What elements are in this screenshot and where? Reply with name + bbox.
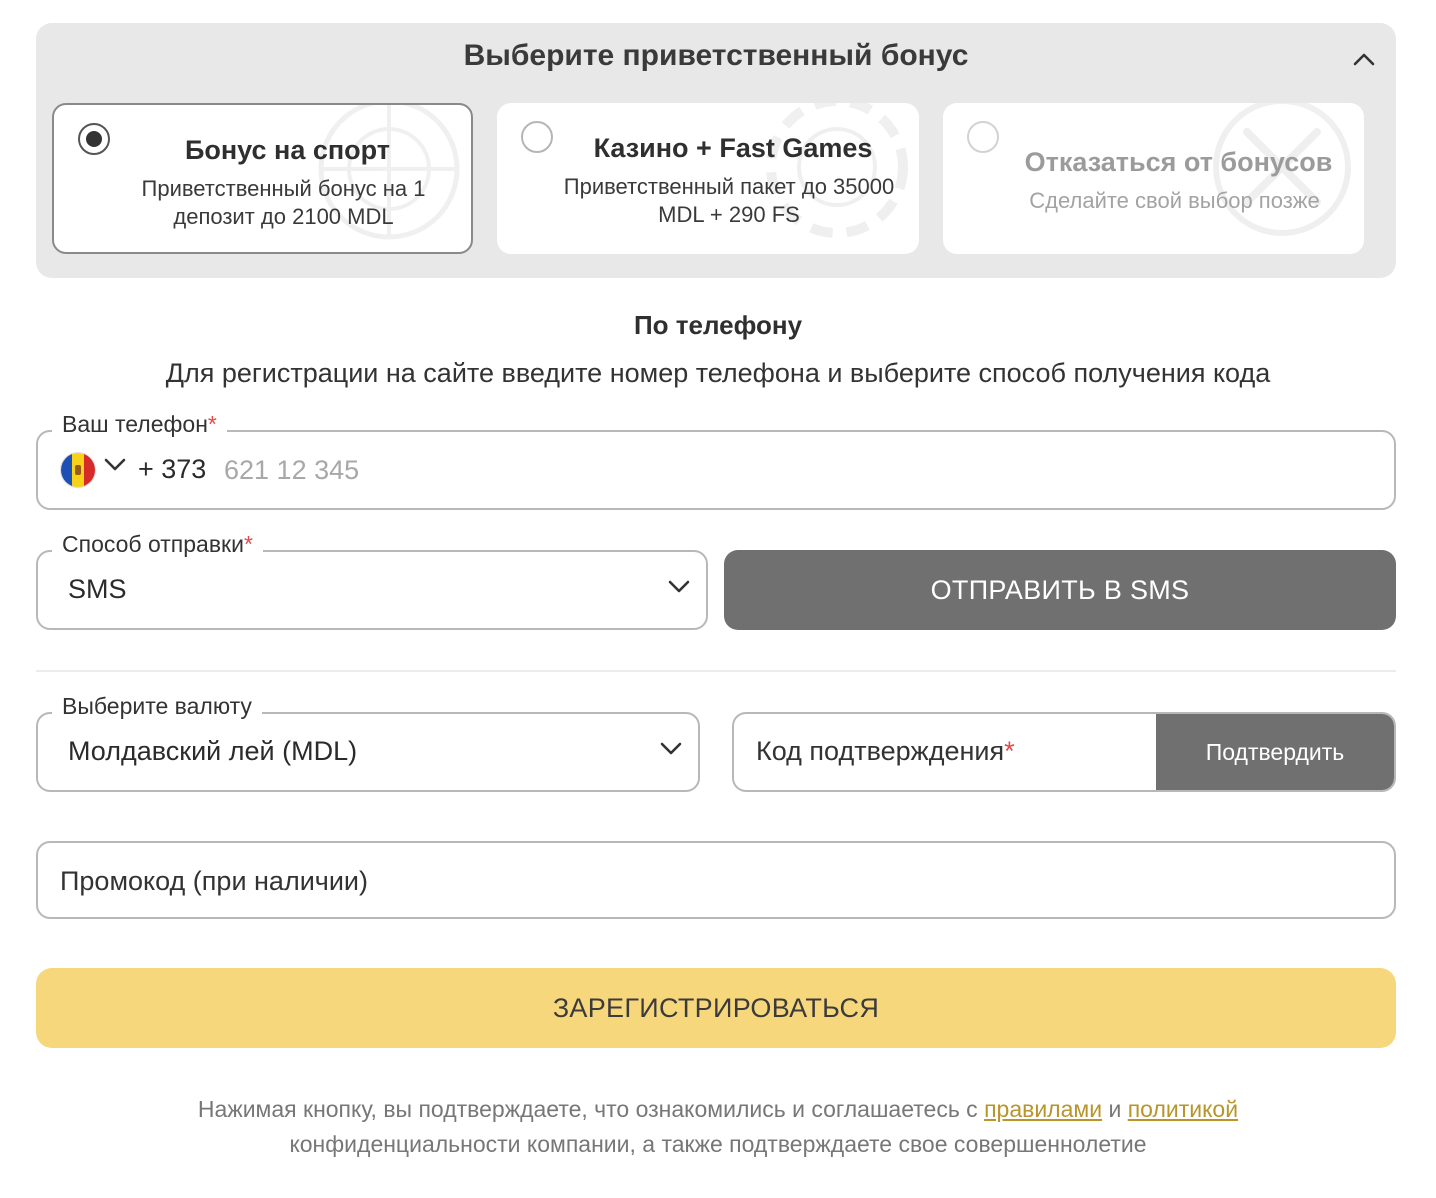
phone-field bbox=[36, 411, 1396, 510]
send-method-value: SMS bbox=[68, 574, 127, 604]
divider bbox=[36, 670, 1396, 672]
bonus-card-title: Отказаться от бонусов bbox=[1024, 147, 1333, 177]
chevron-down-icon bbox=[668, 580, 690, 594]
country-code: + 373 bbox=[138, 454, 207, 484]
currency-select[interactable] bbox=[36, 693, 700, 792]
collapse-button[interactable] bbox=[1350, 45, 1378, 73]
register-button[interactable]: ЗАРЕГИСТРИРОВАТЬСЯ bbox=[36, 968, 1396, 1048]
bonus-card-description: Сделайте свой выбор позже bbox=[1029, 188, 1320, 213]
bonus-card-description: Приветственный пакет до 35000 MDL + 290 FS bbox=[563, 174, 895, 227]
moldova-flag-icon[interactable] bbox=[60, 452, 96, 488]
radio-decline[interactable] bbox=[967, 121, 999, 153]
rules-link[interactable]: правилами bbox=[984, 1096, 1103, 1122]
confirmation-code-field bbox=[732, 712, 1396, 792]
bonus-title: Выберите приветственный бонус bbox=[463, 39, 969, 72]
confirm-button[interactable]: Подтвердить bbox=[1156, 714, 1394, 790]
terms-text: Нажимая кнопку, вы подтверждаете, что ознакомились и соглашаетесь с правилами и политикой конфиденциальности компании, а также подтверждаете свое совершеннолетие bbox=[197, 1096, 1239, 1157]
bonus-card-casino[interactable] bbox=[497, 103, 919, 254]
bonus-card-sport[interactable] bbox=[52, 103, 473, 254]
send-method-select[interactable] bbox=[36, 531, 708, 630]
cross-icon bbox=[1172, 103, 1364, 254]
radio-sport[interactable] bbox=[78, 123, 110, 155]
bonus-card-description: Приветственный бонус на 1 депозит до 2100 MDL bbox=[141, 176, 426, 229]
confirmation-code-placeholder: Код подтверждения* bbox=[756, 736, 1015, 766]
phone-label: Ваш телефон* bbox=[52, 410, 227, 438]
policy-link[interactable]: политикой bbox=[1127, 1096, 1239, 1122]
chevron-up-icon bbox=[1353, 52, 1375, 66]
promo-code-field bbox=[36, 841, 1396, 919]
promo-code-input[interactable] bbox=[60, 857, 1360, 905]
bonus-panel bbox=[36, 23, 1396, 278]
radio-casino[interactable] bbox=[521, 121, 553, 153]
phone-input[interactable] bbox=[224, 446, 1364, 494]
bonus-card-title: Казино + Fast Games bbox=[593, 133, 873, 163]
send-sms-button[interactable]: ОТПРАВИТЬ В SMS bbox=[724, 550, 1396, 630]
currency-value: Молдавский лей (MDL) bbox=[68, 736, 358, 766]
chevron-down-icon bbox=[660, 742, 682, 756]
bonus-card-decline[interactable] bbox=[943, 103, 1364, 254]
registration-title: По телефону bbox=[633, 310, 803, 340]
chevron-down-icon[interactable] bbox=[104, 458, 126, 472]
registration-subtitle: Для регистрации на сайте введите номер телефона и выберите способ получения кода bbox=[165, 358, 1271, 388]
send-method-label: Способ отправки* bbox=[52, 530, 263, 558]
bonus-card-title: Бонус на спорт bbox=[184, 135, 391, 165]
confirmation-code-input[interactable] bbox=[756, 728, 1146, 776]
currency-label: Выберите валюту bbox=[52, 692, 262, 720]
